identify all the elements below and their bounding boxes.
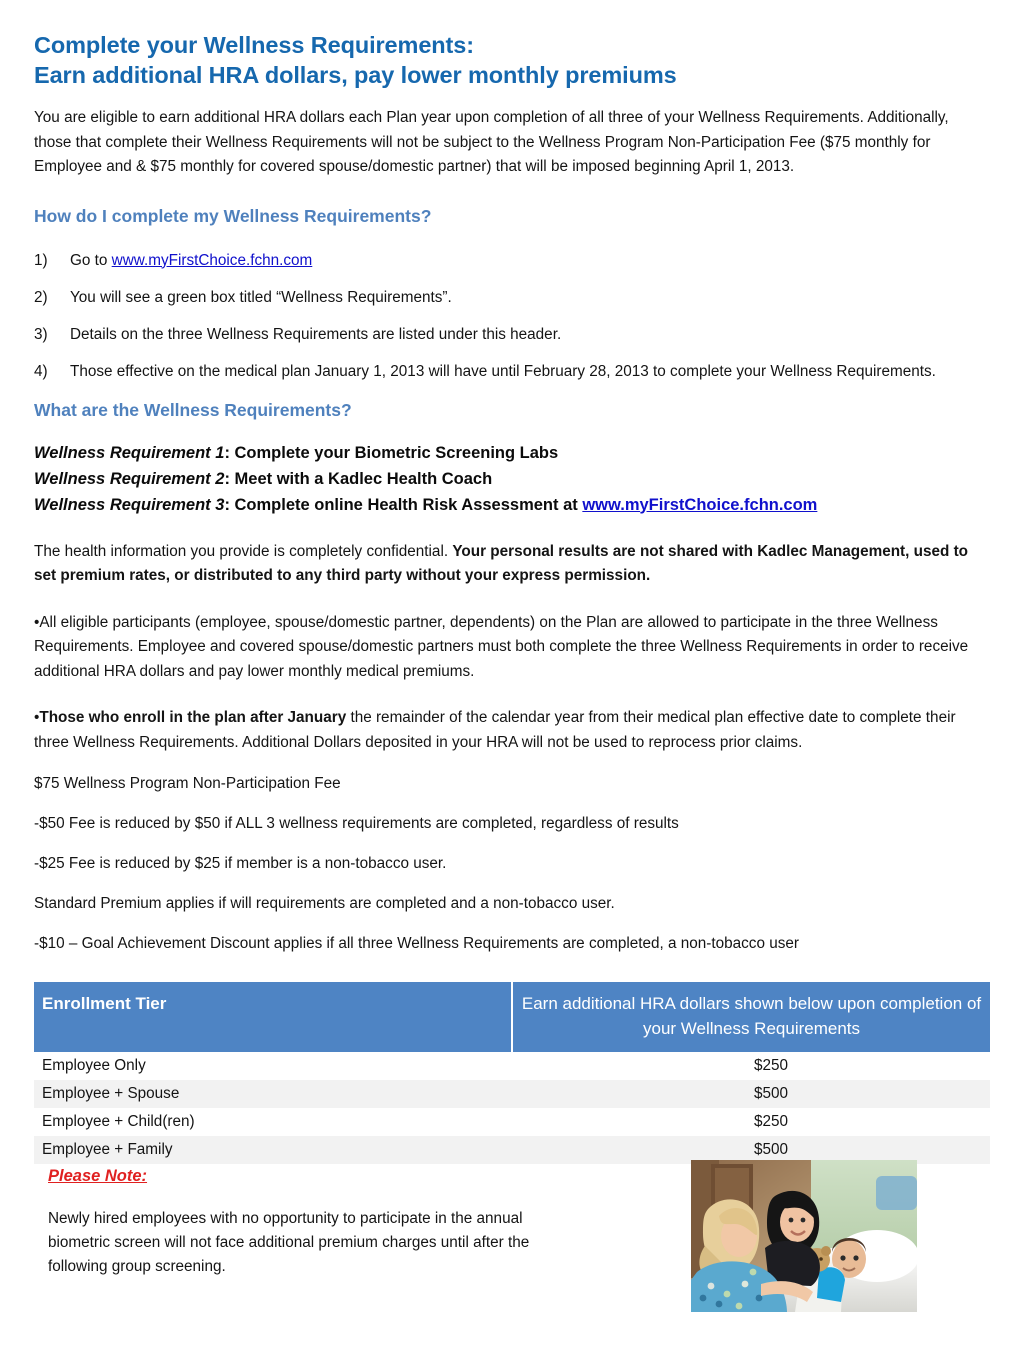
list-item-text: Details on the three Wellness Requirements are listed under this header. bbox=[70, 325, 562, 343]
intro-paragraph: You are eligible to earn additional HRA dollars each Plan year upon completion of all three of your Wellness Requirements. Additionally, those that complete their Wellness Requirements will not be subject to the Wellness Program Non-Participation Fee ($75 monthly for Employee and & $75 monthly for covered spouse/domestic partner) that will be imposed beginning April 1, 2013. bbox=[34, 109, 949, 175]
list-item-text: Those effective on the medical plan January 1, 2013 will have until February 28, 2013 to complete your Wellness Requirements. bbox=[70, 362, 936, 380]
fee-line-non-participation: $75 Wellness Program Non-Participation Fee bbox=[34, 775, 341, 792]
page-title-line-2: Earn additional HRA dollars, pay lower monthly premiums bbox=[34, 62, 677, 88]
table-cell-tier: Employee + Spouse bbox=[34, 1080, 512, 1108]
wellness-requirement-2 bbox=[34, 466, 990, 492]
wellness-requirement-3 bbox=[34, 492, 990, 518]
list-item-text: You will see a green box titled “Wellness Requirements”. bbox=[70, 288, 452, 306]
list-item bbox=[34, 324, 990, 346]
table-header-hra-dollars: Earn additional HRA dollars shown below upon completion of your Wellness Requirements bbox=[512, 982, 990, 1052]
wellness-requirements-block bbox=[34, 440, 990, 518]
list-item bbox=[34, 250, 990, 272]
fee-line-goal-achievement: -$10 – Goal Achievement Discount applies if all three Wellness Requirements are completed, a non-tobacco user bbox=[34, 935, 799, 952]
wellness-requirement-2-text: : Meet with a Kadlec Health Coach bbox=[224, 469, 493, 488]
list-item-number: 2) bbox=[34, 288, 48, 306]
table-cell-amount: $500 bbox=[512, 1080, 990, 1108]
wellness-requirement-1 bbox=[34, 440, 990, 466]
eligible-participants-bullet bbox=[34, 611, 990, 685]
health-risk-assessment-link[interactable]: www.myFirstChoice.fchn.com bbox=[582, 495, 818, 514]
list-item-text: Go to bbox=[70, 251, 112, 269]
list-item-number: 4) bbox=[34, 362, 48, 380]
wellness-requirement-1-text: : Complete your Biometric Screening Labs bbox=[224, 443, 559, 462]
table-cell-amount: $250 bbox=[754, 1057, 789, 1074]
first-choice-link[interactable]: www.myFirstChoice.fchn.com bbox=[111, 251, 313, 269]
page-title-line-1: Complete your Wellness Requirements: bbox=[34, 32, 474, 58]
wellness-requirement-3-label: Wellness Requirement 3 bbox=[34, 495, 225, 514]
page-title bbox=[34, 30, 990, 90]
table-cell-tier: Employee + Child(ren) bbox=[42, 1113, 195, 1130]
list-item-number: 1) bbox=[34, 251, 48, 269]
please-note-section bbox=[48, 1165, 628, 1279]
table-header-enrollment-tier: Enrollment Tier bbox=[34, 982, 512, 1052]
document-content bbox=[34, 30, 990, 1164]
wellness-requirement-3-text: : Complete online Health Risk Assessment at bbox=[224, 495, 583, 514]
table-cell-amount: $500 bbox=[512, 1136, 990, 1164]
photo-graphic bbox=[691, 1160, 917, 1312]
fee-line-standard-premium: Standard Premium applies if will requirements are completed and a non-tobacco user. bbox=[34, 895, 615, 912]
table-cell-tier: Employee Only bbox=[42, 1057, 146, 1074]
please-note-body: Newly hired employees with no opportunity to participate in the annual biometric screen will not face additional premium charges until after the following group screening. bbox=[48, 1210, 530, 1275]
hra-dollars-table bbox=[34, 982, 990, 1164]
requirements-heading: What are the Wellness Requirements? bbox=[34, 399, 352, 420]
table-header-row bbox=[34, 982, 990, 1052]
table-body bbox=[34, 1052, 990, 1164]
table-row bbox=[34, 1080, 990, 1108]
table-cell-tier: Employee + Family bbox=[34, 1136, 512, 1164]
bullet-bold-lead: Those who enroll in the plan after January bbox=[39, 709, 347, 726]
list-item-number: 3) bbox=[34, 325, 48, 343]
table-row bbox=[34, 1052, 990, 1080]
confidentiality-normal-text: The health information you provide is completely confidential. bbox=[34, 542, 453, 560]
wellness-requirement-1-label: Wellness Requirement 1 bbox=[34, 443, 225, 462]
wellness-requirement-2-label: Wellness Requirement 2 bbox=[34, 469, 225, 488]
how-to-step-list bbox=[34, 250, 990, 383]
bullet-text: All eligible participants (employee, spouse/domestic partner, dependents) on the Plan are allowed to participate in the three Wellness Requirements. Employee and covered spouse/domestic partners must both complete the three Wellness Requirements in order to receive additional HRA dollars and pay lower monthly medical premiums. bbox=[34, 613, 969, 680]
bullet-marker: • bbox=[34, 709, 40, 726]
table-header bbox=[34, 982, 990, 1052]
hospital-care-photo bbox=[691, 1160, 917, 1312]
list-item bbox=[34, 361, 990, 383]
bullet-text: the remainder of the calendar year from their medical plan effective date to complete their three Wellness Requirements. Additional Dollars deposited in your HRA will not be used to reprocess prior claims. bbox=[34, 709, 956, 751]
table-cell-amount: $250 bbox=[754, 1113, 789, 1130]
please-note-title: Please Note: bbox=[48, 1167, 148, 1185]
confidentiality-bold-text: Your personal results are not shared with Kadlec Management, used to set premium rates, or distributed to any third party without your express permission. bbox=[34, 542, 969, 584]
how-to-heading: How do I complete my Wellness Requirements? bbox=[34, 205, 432, 226]
confidentiality-paragraph bbox=[34, 540, 990, 589]
table-row bbox=[34, 1108, 990, 1136]
bullet-marker: • bbox=[34, 613, 40, 631]
fee-line-50-reduction: -$50 Fee is reduced by $50 if ALL 3 wellness requirements are completed, regardless of results bbox=[34, 815, 679, 832]
list-item bbox=[34, 287, 990, 309]
late-enrollment-bullet bbox=[34, 706, 990, 755]
fee-line-25-reduction: -$25 Fee is reduced by $25 if member is a non-tobacco user. bbox=[34, 855, 447, 872]
